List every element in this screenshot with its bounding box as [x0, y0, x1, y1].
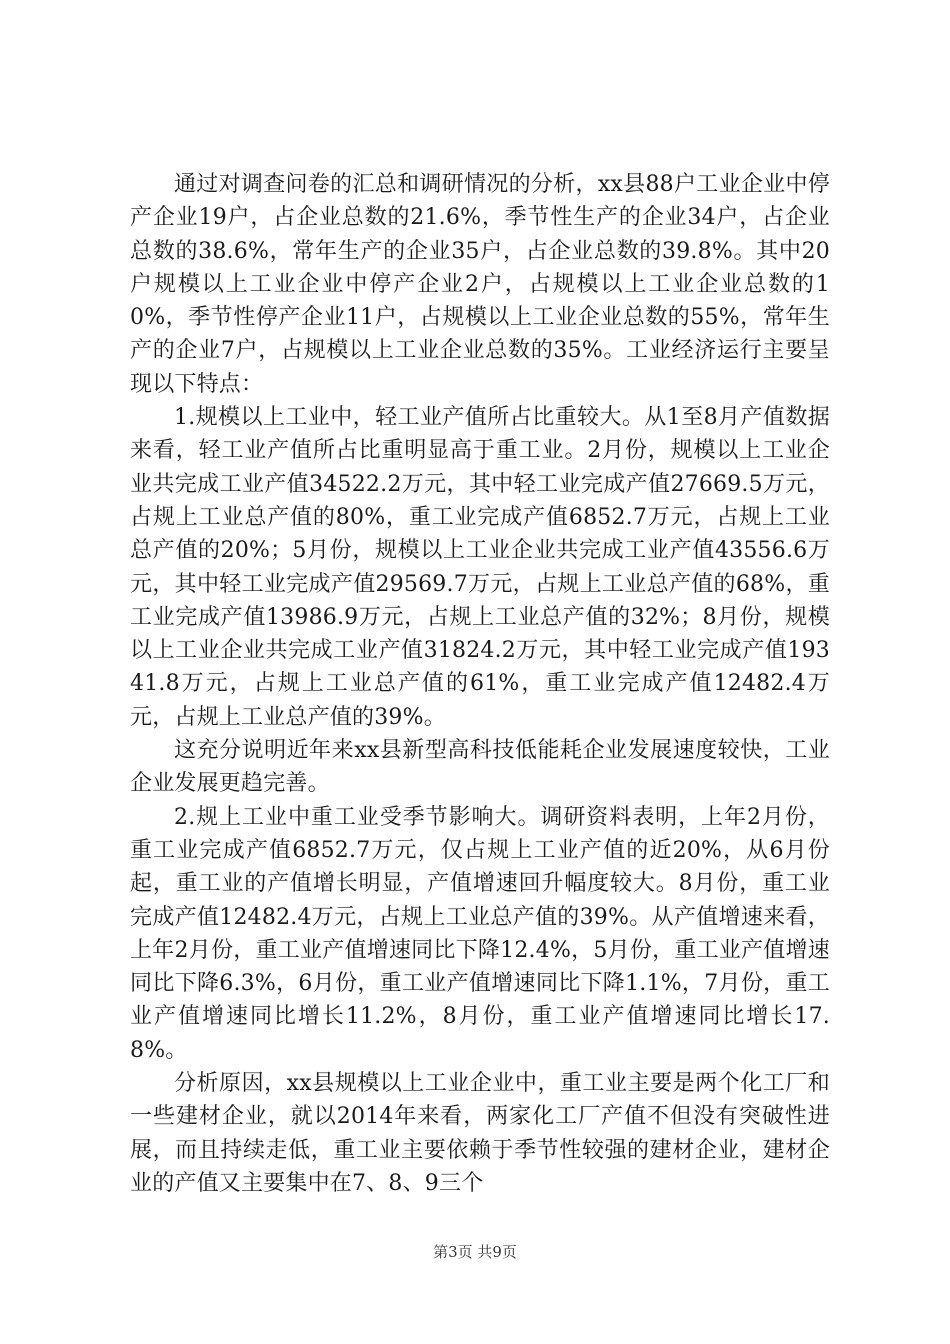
paragraph-overview: 通过对调查问卷的汇总和调研情况的分析，xx县88户工业企业中停产企业19户，占企业总数的21.6%，季节性生产的企业34户，占企业总数的38.6%，常年生产的企业35户，占企业总数的39.8%。其中20户规模以上工业企业中停产企业2户，占规模以上工业企业总数的10%，季节性停产企业11户，占规模以上工业企业总数的55%，常年生产的企业7户，占规模以上工业企业总数的35%。工业经济运行主要呈现以下特点： — [130, 172, 830, 397]
paragraph-light-industry: 1.规模以上工业中，轻工业产值所占比重较大。从1至8月产值数据来看，轻工业产值所占比重明显高于重工业。2月份，规模以上工业企业共完成工业产值34522.2万元，其中轻工业完成产值27669.5万元，占规上工业总产值的80%，重工业完成产值6852.7万元，占规上工业总产值的20%；5月份，规模以上工业企业共完成工业产值43556.6万元，其中轻工业完成产值29569.7万元，占规上工业总产值的68%，重工业完成产值13986.9万元，占规上工业总产值的32%；8月份，规模以上工业企业共完成工业产值31824.2万元，其中轻工业完成产值19341.8万元，占规上工业总产值的61%，重工业完成产值12482.4万元，占规上工业总产值的39%。 — [130, 405, 830, 730]
document-body — [130, 168, 830, 1200]
paragraph-heavy-industry: 2.规上工业中重工业受季节影响大。调研资料表明，上年2月份，重工业完成产值6852.7万元，仅占规上工业产值的近20%，从6月份起，重工业的产值增长明显，产值增速回升幅度较大。8月份，重工业完成产值12482.4万元，占规上工业总产值的39%。从产值增速来看，上年2月份，重工业产值增速同比下降12.4%，5月份，重工业产值增速同比下降6.3%，6月份，重工业产值增速同比下降1.1%，7月份，重工业产值增速同比增长11.2%，8月份，重工业产值增速同比增长17.8%。 — [130, 804, 830, 1063]
paragraph-conclusion: 这充分说明近年来xx县新型高科技低能耗企业发展速度较快，工业企业发展更趋完善。 — [130, 738, 830, 797]
page-number-footer: 第3页 共9页 — [433, 1243, 517, 1261]
paragraph-analysis: 分析原因，xx县规模以上工业企业中，重工业主要是两个化工厂和一些建材企业，就以2014年来看，两家化工厂产值不但没有突破性进展，而且持续走低，重工业主要依赖于季节性较强的建材企业，建材企业的产值又主要集中在7、8、9三个 — [130, 1071, 830, 1196]
